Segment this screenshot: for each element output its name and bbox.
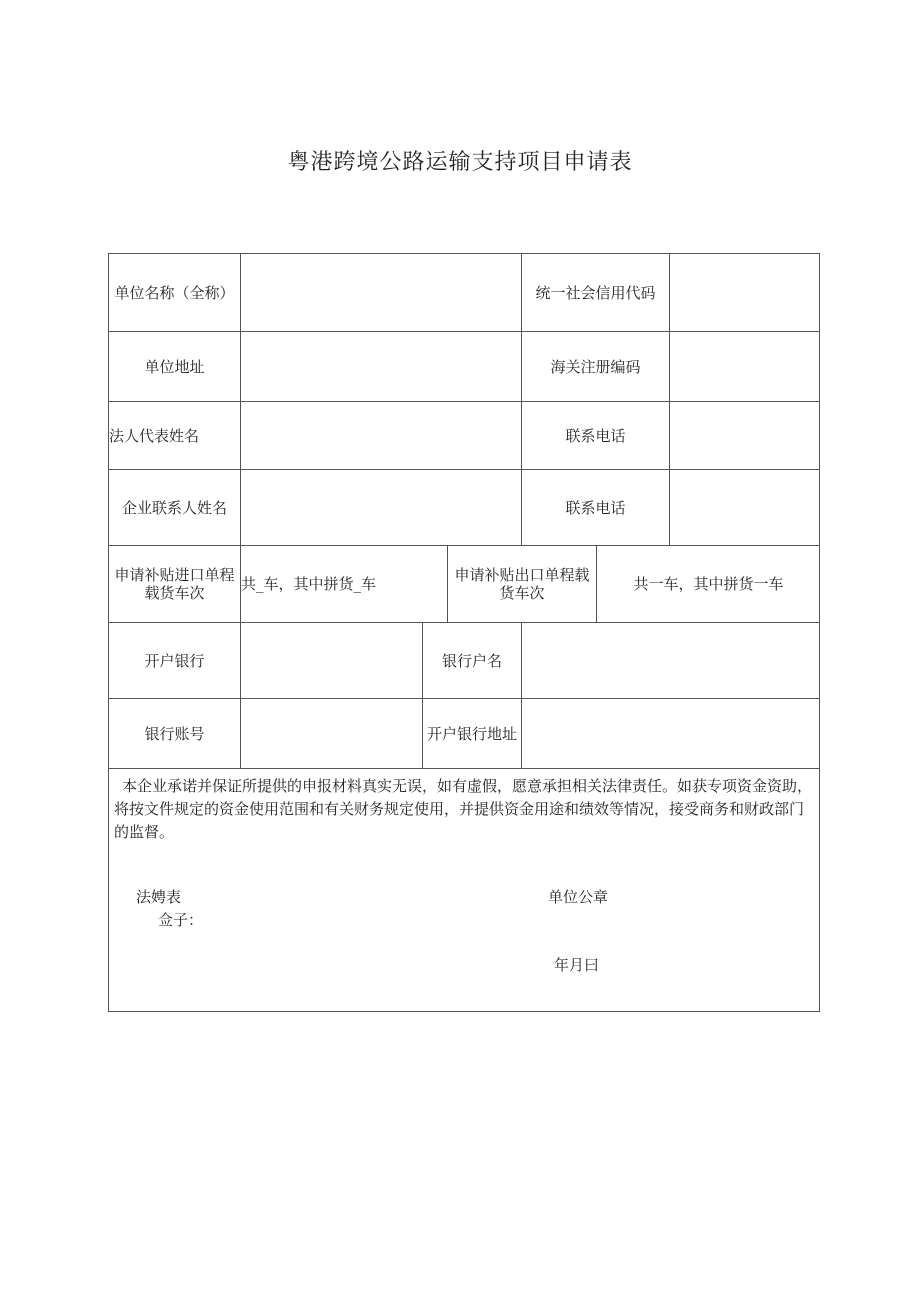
pledge-text: 本企业承诺并保证所提供的申报材料真实无误，如有虚假，愿意承担相关法律责任。如获专项资金资助，将按文件规定的资金使用范围和有关财务规定使用，并提供资金用途和绩效等情况，接受商务和财政部门的监督。	[114, 777, 813, 841]
label-bank-account-no: 银行账号	[108, 698, 240, 768]
field-unit-name[interactable]	[240, 253, 521, 331]
field-unit-address[interactable]	[240, 331, 521, 401]
label-export-trips: 申请补贴出口单程载货车次	[447, 545, 596, 622]
label-credit-code: 统一社会信用代码	[521, 253, 669, 331]
label-bank: 开户银行	[108, 622, 240, 698]
application-form	[108, 253, 820, 1012]
field-phone-1[interactable]	[669, 401, 820, 469]
label-phone-2: 联系电话	[521, 469, 669, 545]
field-customs-code[interactable]	[669, 331, 820, 401]
pledge-section	[108, 768, 820, 1012]
label-phone-1: 联系电话	[521, 401, 669, 469]
field-legal-rep-name[interactable]	[240, 401, 521, 469]
legal-rep-signature-label-1: 法娉表	[136, 888, 182, 906]
field-contact-name[interactable]	[240, 469, 521, 545]
field-phone-2[interactable]	[669, 469, 820, 545]
label-contact-name: 企业联系人姓名	[108, 469, 240, 545]
date-label: 年月曰	[554, 956, 600, 974]
label-legal-rep-name: 法人代表姓名	[108, 401, 240, 469]
label-customs-code: 海关注册编码	[521, 331, 669, 401]
unit-seal-label: 单位公章	[548, 888, 609, 906]
label-import-trips: 申请补贴进口单程载货车次	[108, 545, 240, 622]
legal-rep-signature-label-2: 佥子：	[158, 911, 204, 929]
field-import-trips[interactable]: 共_车，其中拼货_车	[240, 545, 447, 622]
label-unit-name: 单位名称（全称）	[108, 253, 240, 331]
form-title: 粤港跨境公路运输支持项目申请表	[287, 150, 633, 175]
label-unit-address: 单位地址	[108, 331, 240, 401]
field-bank-account-name[interactable]	[521, 622, 820, 698]
field-bank-account-no[interactable]	[240, 698, 422, 768]
field-bank[interactable]	[240, 622, 422, 698]
field-credit-code[interactable]	[669, 253, 820, 331]
field-export-trips[interactable]: 共一车，其中拼货一车	[596, 545, 820, 622]
field-bank-address[interactable]	[521, 698, 820, 768]
label-bank-address: 开户银行地址	[422, 698, 521, 768]
label-bank-account-name: 银行户名	[422, 622, 521, 698]
